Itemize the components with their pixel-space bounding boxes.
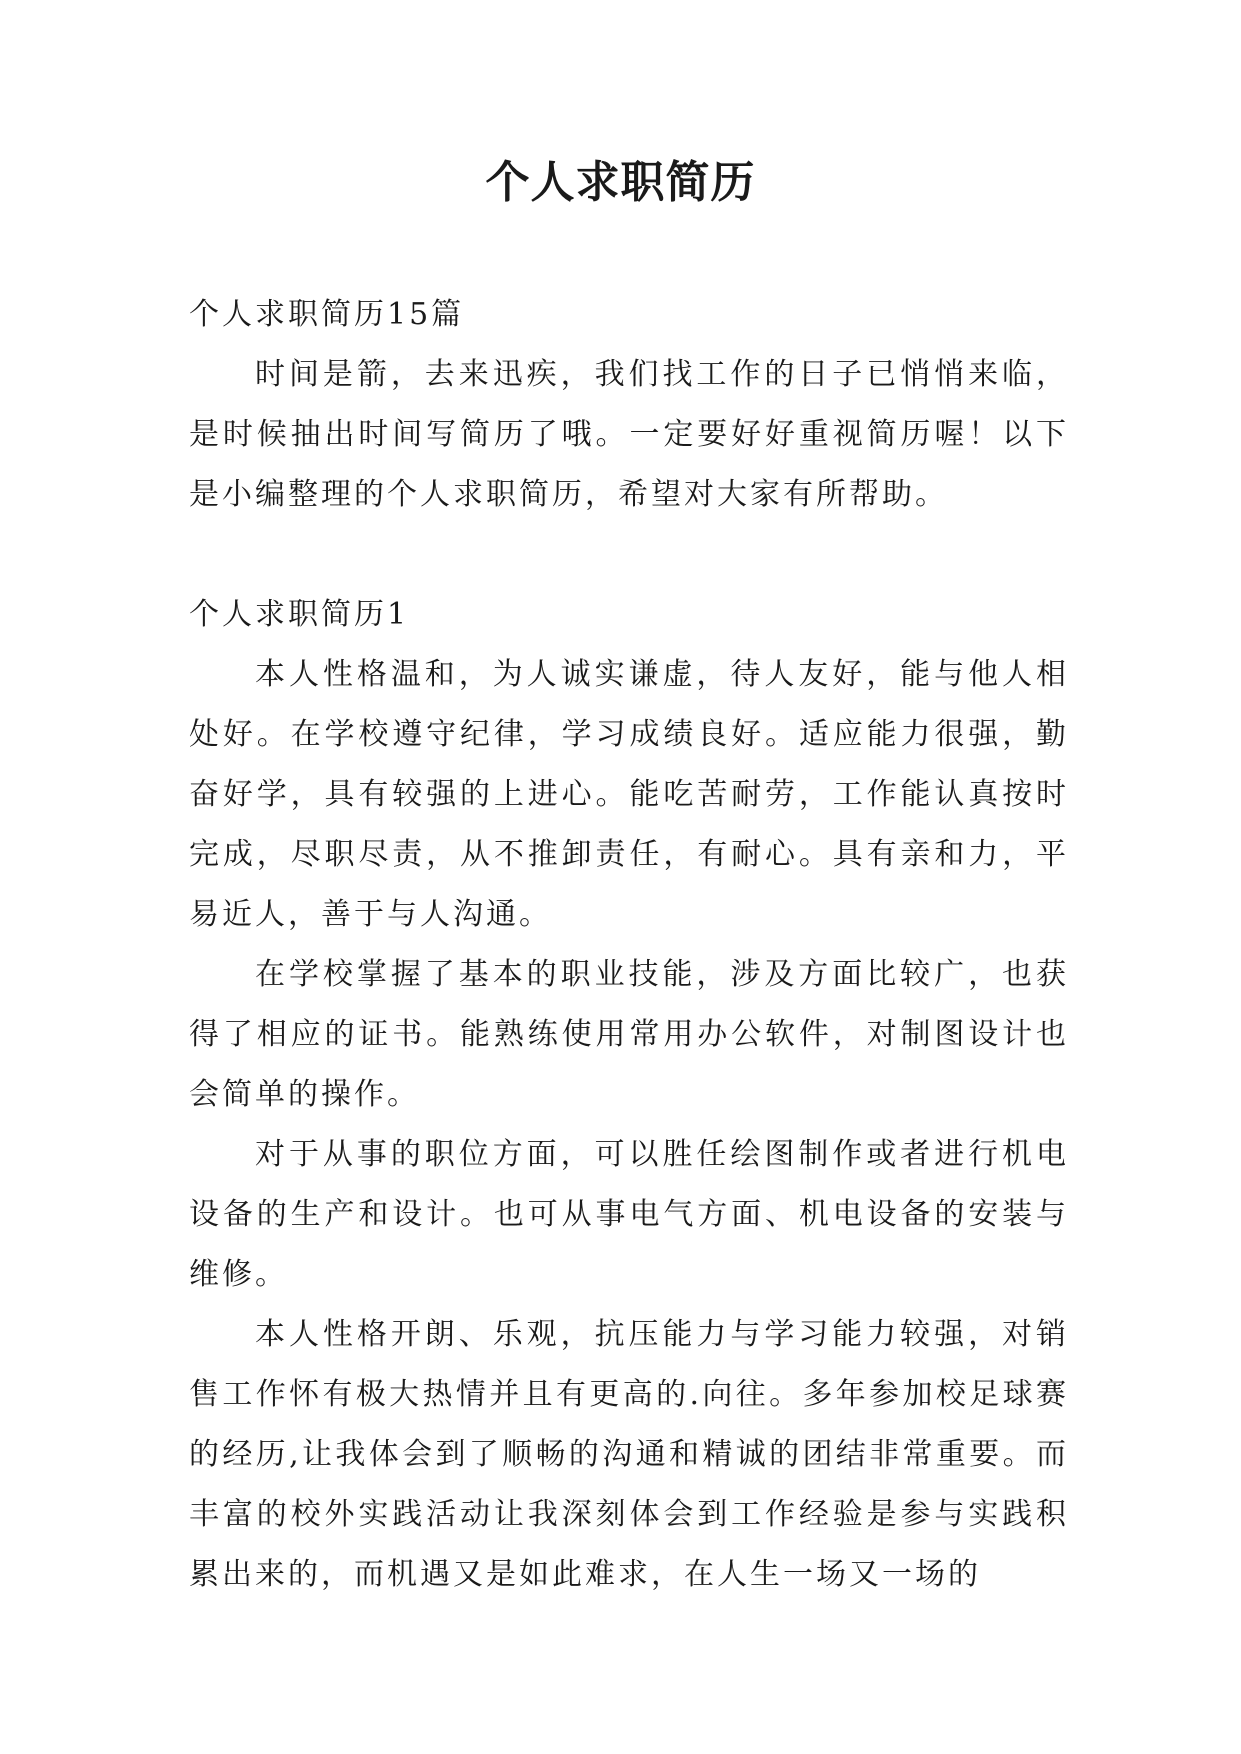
body-paragraph: 在学校掌握了基本的职业技能，涉及方面比较广，也获得了相应的证书。能熟练使用常用办公软件，对制图设计也会简单的操作。 [189,957,1069,1112]
body-paragraph: 本人性格开朗、乐观，抗压能力与学习能力较强，对销售工作怀有极大热情并且有更高的.向往。多年参加校足球赛的经历,让我体会到了顺畅的沟通和精诚的团结非常重要。而丰富的校外实践活动让我深刻体会到工作经验是参与实践积累出来的，而机遇又是如此难求，在人生一场又一场的 [189,1317,1069,1592]
intro-heading: 个人求职简历15篇 [189,297,465,332]
intro-paragraph: 时间是箭，去来迅疾，我们找工作的日子已悄悄来临，是时候抽出时间写简历了哦。一定要好好重视简历喔！以下是小编整理的个人求职简历，希望对大家有所帮助。 [189,357,1069,512]
section-heading: 个人求职简历1 [189,597,410,632]
section-spacer [189,525,1069,585]
body-paragraph: 对于从事的职位方面，可以胜任绘图制作或者进行机电设备的生产和设计。也可从事电气方面、机电设备的安装与维修。 [189,1137,1069,1292]
document-body [189,285,1069,1605]
document-title: 个人求职简历 [485,157,756,208]
body-paragraph: 本人性格温和，为人诚实谦虚，待人友好，能与他人相处好。在学校遵守纪律，学习成绩良好。适应能力很强，勤奋好学，具有较强的上进心。能吃苦耐劳，工作能认真按时完成，尽职尽责，从不推卸责任，有耐心。具有亲和力，平易近人，善于与人沟通。 [189,657,1069,932]
